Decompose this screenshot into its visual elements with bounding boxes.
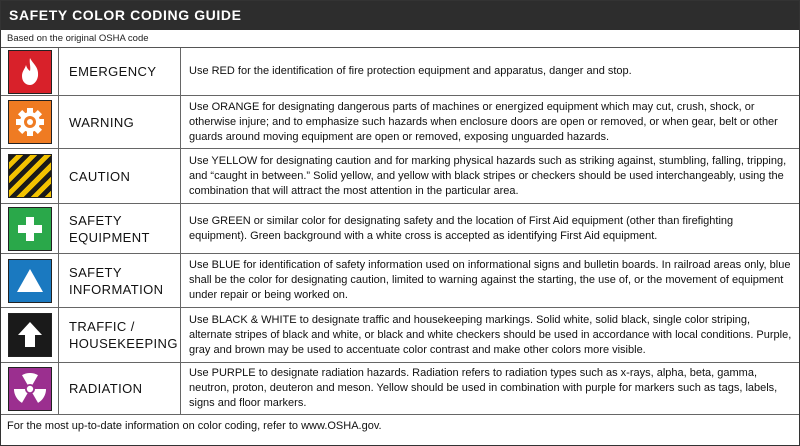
row-caution: [1, 149, 799, 204]
caution-stripes-icon: [8, 154, 52, 198]
row-name: TRAFFIC / HOUSEKEEPING: [59, 308, 181, 362]
triangle-icon: [8, 259, 52, 303]
radiation-icon: [8, 367, 52, 411]
row-name: EMERGENCY: [59, 48, 181, 95]
gear-icon: [8, 100, 52, 144]
row-safety-information: [1, 254, 799, 308]
row-emergency: [1, 48, 799, 96]
up-arrow-icon: [8, 313, 52, 357]
flame-icon: [8, 50, 52, 94]
row-description: Use RED for the identification of fire protection equipment and apparatus, danger and stop.: [189, 65, 632, 77]
row-safety-equipment: [1, 204, 799, 254]
row-description: Use BLUE for identification of safety information used on informational signs and bulletin boards. In railroad areas only, blue shall be the color for designating caution, limited to warning against the starting, the use of, or the movement of equipment under repair or being worked on.: [189, 259, 791, 301]
row-warning: [1, 96, 799, 149]
row-name: SAFETY INFORMATION: [59, 254, 181, 307]
row-description: Use ORANGE for designating dangerous parts of machines or energized equipment which may cut, crush, shock, or otherwise injure; and to emphasize such hazards when enclosure doors are open or removed, or when gear, belt or other guards around moving equipment are open or removed, exposing unguarded hazards.: [189, 100, 778, 143]
row-radiation: [1, 363, 799, 415]
row-description: Use BLACK & WHITE to designate traffic and housekeeping markings. Solid white, solid black, single color striping, alternate stripes of black and white, or black and white checkers should be used in accordance with local conditions. Purple, gray and brown may be used to accentuate color contrast and make other colors more visible.: [189, 313, 792, 356]
row-name: RADIATION: [59, 363, 181, 414]
row-traffic-housekeeping: [1, 308, 799, 363]
row-description: Use PURPLE to designate radiation hazards. Radiation refers to radiation types such as x-rays, alpha, beta, gamma, neutron, proton, deuteron and meson. Yellow should be used in combination with purple for markers such as tags, labels, signs and floor markers.: [189, 367, 778, 409]
guide-footer: For the most up-to-date information on color coding, refer to www.OSHA.gov.: [7, 420, 382, 432]
guide-title: SAFETY COLOR CODING GUIDE: [1, 1, 799, 30]
row-description: Use YELLOW for designating caution and for marking physical hazards such as striking against, stumbling, falling, tripping, and “caught in between.” Solid yellow, and yellow with black stripes or checkers should be used interchangeably, using the combination that will attract the most attention in the particular area.: [189, 154, 787, 197]
row-name: SAFETY EQUIPMENT: [59, 204, 181, 253]
first-aid-cross-icon: [8, 207, 52, 251]
row-name: CAUTION: [59, 149, 181, 203]
row-name: WARNING: [59, 96, 181, 148]
row-description: Use GREEN or similar color for designating safety and the location of First Aid equipment (other than firefighting equipment). Green background with a white cross is accepted as identifying First Aid equipment.: [189, 214, 734, 242]
guide-subtitle: Based on the original OSHA code: [1, 30, 799, 48]
